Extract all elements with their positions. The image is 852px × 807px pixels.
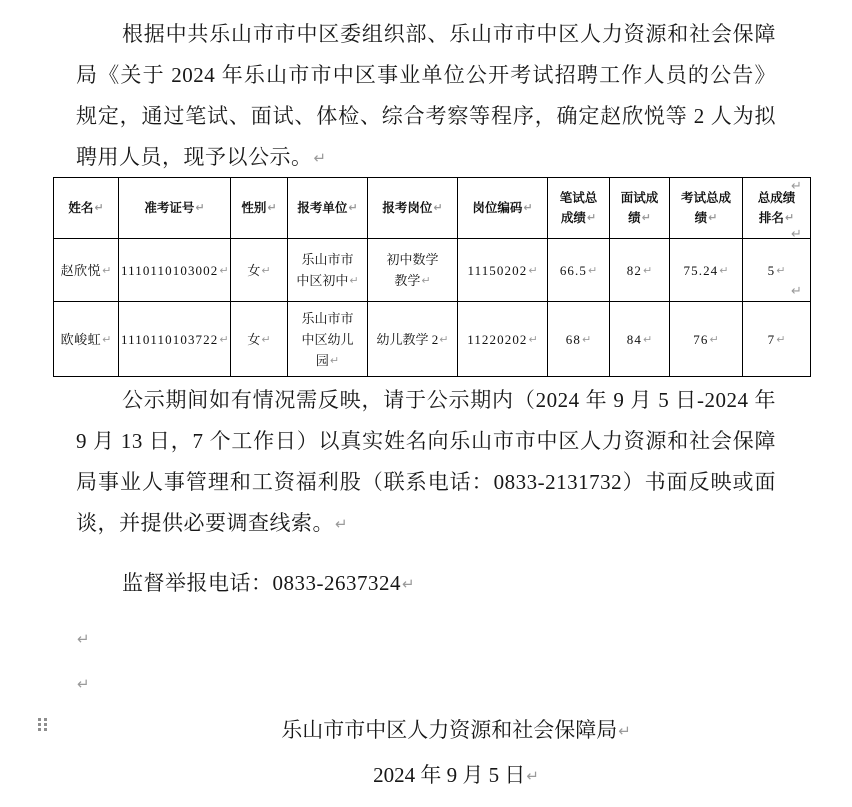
row-end-mark-icon: ↵ <box>791 179 802 194</box>
cell-value: 11150202 <box>467 262 528 278</box>
cell-written-score <box>548 239 610 302</box>
paragraph-mark-icon: ↵ <box>313 149 327 167</box>
intro-paragraph <box>76 14 776 179</box>
anchor-dot <box>44 728 47 731</box>
cell-paragraph-mark-icon: ↵ <box>421 274 431 287</box>
cell-paragraph-mark-icon: ↵ <box>261 332 271 346</box>
table-header-post <box>368 178 458 239</box>
cell-paragraph-mark-icon: ↵ <box>642 263 653 277</box>
cell-written-score <box>548 302 610 377</box>
cell-value-line1: 乐山市市 <box>301 310 354 326</box>
object-anchor-icon <box>38 718 47 732</box>
cell-post-code <box>458 302 548 377</box>
row-end-mark-icon: ↵ <box>791 227 802 242</box>
cell-value: 84 <box>626 331 642 347</box>
cell-value-line2: 教学 <box>394 273 421 288</box>
cell-value: 女 <box>247 331 261 347</box>
cell-unit <box>288 239 368 302</box>
paragraph-mark-icon: ↵ <box>77 630 90 648</box>
cell-paragraph-mark-icon: ↵ <box>439 332 449 346</box>
results-table <box>53 177 811 377</box>
cell-value: 66.5 <box>559 262 587 278</box>
cell-paragraph-mark-icon: ↵ <box>776 332 786 346</box>
cell-value-line1: 初中数学 <box>386 252 439 267</box>
cell-paragraph-mark-icon: ↵ <box>102 263 112 277</box>
cell-unit <box>288 302 368 377</box>
cell-paragraph-mark-icon: ↵ <box>642 332 653 346</box>
intro-paragraph-text: 根据中共乐山市市中区委组织部、乐山市市中区人力资源和社会保障局《关于 2024 年乐山市市中区事业单位公开考试招聘工作人员的公告》规定，通过笔试、面试、体检、综合考察等程序，确定赵欣悦等 2 人为拟聘用人员，现予以公示。 <box>76 22 776 169</box>
cell-paragraph-mark-icon: ↵ <box>267 201 277 214</box>
paragraph-mark-icon: ↵ <box>402 575 416 593</box>
cell-value: 1110110103002 <box>121 262 219 278</box>
cell-post <box>368 302 458 377</box>
cell-value: 11220202 <box>467 331 528 347</box>
table-header-exam-number <box>119 178 231 239</box>
header-label-line2: 绩 <box>628 210 641 225</box>
cell-exam-number <box>119 239 231 302</box>
table-header-interview-score <box>610 178 670 239</box>
signature-block <box>76 708 776 798</box>
cell-value-line1: 幼儿教学 2 <box>376 331 439 347</box>
cell-paragraph-mark-icon: ↵ <box>709 332 719 346</box>
table-row <box>54 302 811 377</box>
table-header-gender <box>231 178 288 239</box>
signature-date-text: 2024 年 9 月 5 日 <box>373 763 526 787</box>
anchor-dot <box>38 718 41 721</box>
signature-date <box>76 753 776 798</box>
cell-gender <box>231 302 288 377</box>
table-header-total-score <box>670 178 743 239</box>
header-label: 姓名 <box>68 201 94 215</box>
header-label-line1: 面试成 <box>620 190 659 205</box>
cell-paragraph-mark-icon: ↵ <box>776 263 786 277</box>
table-header-name <box>54 178 119 239</box>
supervision-phone-paragraph <box>76 563 776 605</box>
cell-value-line1: 乐山市市 <box>301 252 354 267</box>
cell-paragraph-mark-icon: ↵ <box>641 210 651 224</box>
cell-paragraph-mark-icon: ↵ <box>94 201 104 214</box>
cell-value: 75.24 <box>683 262 719 278</box>
table-header-unit <box>288 178 368 239</box>
header-label: 准考证号 <box>144 201 195 215</box>
cell-exam-number <box>119 302 231 377</box>
cell-paragraph-mark-icon: ↵ <box>581 332 592 346</box>
cell-paragraph-mark-icon: ↵ <box>261 263 271 277</box>
header-label-line2: 排名 <box>758 210 784 225</box>
paragraph-mark-icon: ↵ <box>77 675 90 693</box>
empty-paragraph <box>76 618 90 660</box>
cell-paragraph-mark-icon: ↵ <box>195 201 205 214</box>
cell-value: 欧峻虹 <box>60 331 102 347</box>
cell-paragraph-mark-icon: ↵ <box>329 353 340 367</box>
header-label-line2: 成绩 <box>560 210 586 225</box>
signature-organization <box>76 708 776 753</box>
paragraph-mark-icon: ↵ <box>526 767 539 785</box>
cell-paragraph-mark-icon: ↵ <box>523 201 533 214</box>
cell-paragraph-mark-icon: ↵ <box>433 201 443 214</box>
cell-paragraph-mark-icon: ↵ <box>708 210 718 224</box>
header-label-line1: 总成绩 <box>757 190 796 205</box>
header-label-line1: 笔试总 <box>559 190 598 205</box>
anchor-dot <box>38 728 41 731</box>
cell-paragraph-mark-icon: ↵ <box>784 210 795 224</box>
header-label: 报考岗位 <box>382 201 433 215</box>
header-label: 性别 <box>241 201 267 215</box>
supervision-phone-text: 监督举报电话：0833-2637324 <box>122 571 401 595</box>
cell-name <box>54 302 119 377</box>
anchor-dot <box>44 718 47 721</box>
cell-paragraph-mark-icon: ↵ <box>348 201 358 214</box>
cell-gender <box>231 239 288 302</box>
header-label: 岗位编码 <box>472 201 523 215</box>
cell-paragraph-mark-icon: ↵ <box>719 263 729 277</box>
cell-post-code <box>458 239 548 302</box>
paragraph-mark-icon: ↵ <box>335 515 349 533</box>
row-end-mark-icon: ↵ <box>791 284 802 299</box>
cell-value: 5 <box>767 262 776 278</box>
header-label: 报考单位 <box>297 201 348 215</box>
empty-paragraph <box>76 663 90 705</box>
results-table-wrapper <box>53 177 796 377</box>
cell-value-line2: 中区幼儿 <box>301 331 354 347</box>
cell-interview-score <box>610 302 670 377</box>
cell-value: 68 <box>565 331 581 347</box>
cell-paragraph-mark-icon: ↵ <box>102 332 112 346</box>
cell-value-line3: 园 <box>315 352 329 368</box>
table-row <box>54 239 811 302</box>
cell-value: 女 <box>247 262 261 278</box>
table-header-row <box>54 178 811 239</box>
cell-value: 82 <box>626 262 642 278</box>
cell-post <box>368 239 458 302</box>
cell-total-score <box>670 239 743 302</box>
signature-organization-text: 乐山市市中区人力资源和社会保障局 <box>281 718 618 742</box>
cell-value: 1110110103722 <box>121 331 219 347</box>
paragraph-mark-icon: ↵ <box>618 722 631 740</box>
cell-total-score <box>670 302 743 377</box>
cell-interview-score <box>610 239 670 302</box>
anchor-dot <box>38 723 41 726</box>
header-label-line1: 考试总成 <box>680 190 731 205</box>
cell-value: 7 <box>767 331 776 347</box>
cell-value: 76 <box>693 331 709 347</box>
cell-paragraph-mark-icon: ↵ <box>586 210 597 224</box>
cell-paragraph-mark-icon: ↵ <box>219 263 229 277</box>
anchor-dot <box>44 723 47 726</box>
cell-name <box>54 239 119 302</box>
cell-paragraph-mark-icon: ↵ <box>528 332 538 346</box>
cell-paragraph-mark-icon: ↵ <box>349 274 359 287</box>
public-notice-text: 公示期间如有情况需反映，请于公示期内（2024 年 9 月 5 日-2024 年 9 月 13 日，7 个工作日）以真实姓名向乐山市市中区人力资源和社会保障局事业人事管理和工资福利股（联系电话：0833-2131732）书面反映或面谈，并提供必要调查线索。 <box>76 388 776 535</box>
cell-value: 赵欣悦 <box>60 262 102 278</box>
cell-paragraph-mark-icon: ↵ <box>587 263 598 277</box>
cell-paragraph-mark-icon: ↵ <box>219 332 229 346</box>
table-header-written-score <box>548 178 610 239</box>
cell-value-line2: 中区初中 <box>296 273 349 288</box>
header-label-line2: 绩 <box>694 210 708 225</box>
public-notice-paragraph <box>76 380 776 545</box>
table-row-end-marks <box>791 177 811 325</box>
cell-paragraph-mark-icon: ↵ <box>528 263 538 277</box>
table-header-post-code <box>458 178 548 239</box>
